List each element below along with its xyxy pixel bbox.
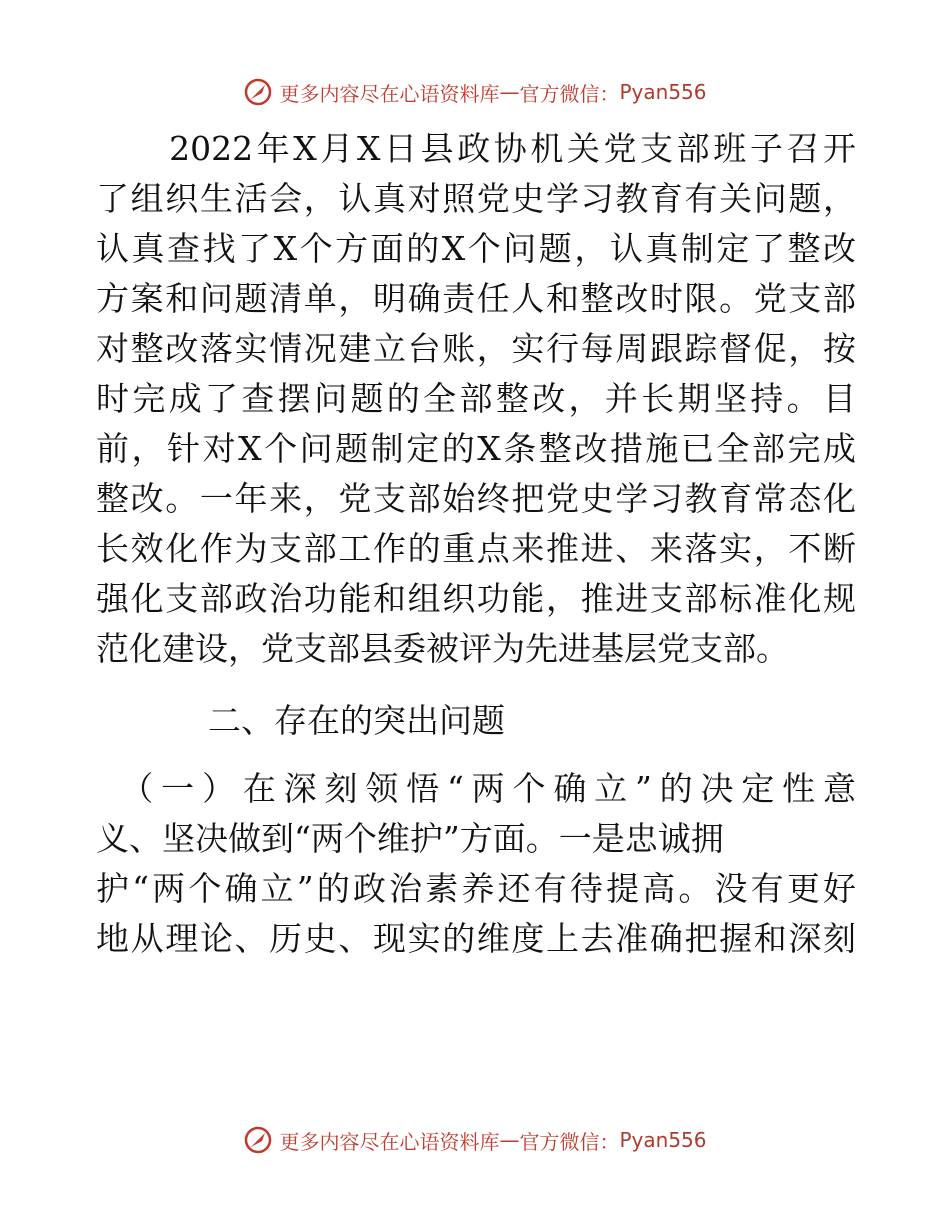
banner-account: Pyan556 <box>619 1128 707 1152</box>
banner-wechat-label: 官方微信： <box>519 1129 620 1154</box>
text-line: 护“两个确立”的政治素养还有待提高。没有更好 <box>96 869 856 908</box>
footer-watermark-banner <box>0 1120 950 1160</box>
text-line: 整改。一年来，党支部始终把党史学习教育常态化 <box>96 479 856 518</box>
text-line: 2022年X月X日县政协机关党支部班子召开 <box>96 129 856 168</box>
banner-wechat-label: 官方微信： <box>519 81 620 106</box>
paragraph-2 <box>96 764 856 964</box>
text-line: 时完成了查摆问题的全部整改，并长期坚持。目 <box>96 379 856 418</box>
text-line: 范化建设，党支部县委被评为先进基层党支部。 <box>96 629 789 668</box>
section-heading: 二、存在的突出问题 <box>208 701 505 740</box>
text-line: 对整改落实情况建立台账，实行每周跟踪督促，按 <box>96 329 856 368</box>
quill-logo-icon <box>243 1125 273 1155</box>
banner-separator: — <box>499 1128 520 1152</box>
text-line: 了组织生活会，认真对照党史学习教育有关问题， <box>96 179 856 218</box>
text-line: 前，针对X个问题制定的X条整改措施已全部完成 <box>96 429 856 468</box>
document-body <box>96 124 856 964</box>
text-line: 地从理论、历史、现实的维度上去准确把握和深刻 <box>96 919 856 958</box>
banner-text: 更多内容尽在心语资料库 <box>279 81 500 106</box>
banner-account: Pyan556 <box>619 80 707 104</box>
text-line: 认真查找了X个方面的X个问题，认真制定了整改 <box>96 229 856 268</box>
text-line: 方案和问题清单，明确责任人和整改时限。党支部 <box>96 279 856 318</box>
quill-logo-icon <box>243 77 273 107</box>
banner-separator: — <box>499 80 520 104</box>
text-line: 长效化作为支部工作的重点来推进、来落实，不断 <box>96 529 856 568</box>
banner-text: 更多内容尽在心语资料库 <box>279 1129 500 1154</box>
text-line: 强化支部政治功能和组织功能，推进支部标准化规 <box>96 579 856 618</box>
header-watermark-banner <box>0 72 950 112</box>
text-line: 义、坚决做到“两个维护”方面。一是忠诚拥 <box>96 819 724 858</box>
text-line: （一）在深刻领悟“两个确立”的决定性意 <box>96 769 856 808</box>
paragraph-1 <box>96 124 856 674</box>
